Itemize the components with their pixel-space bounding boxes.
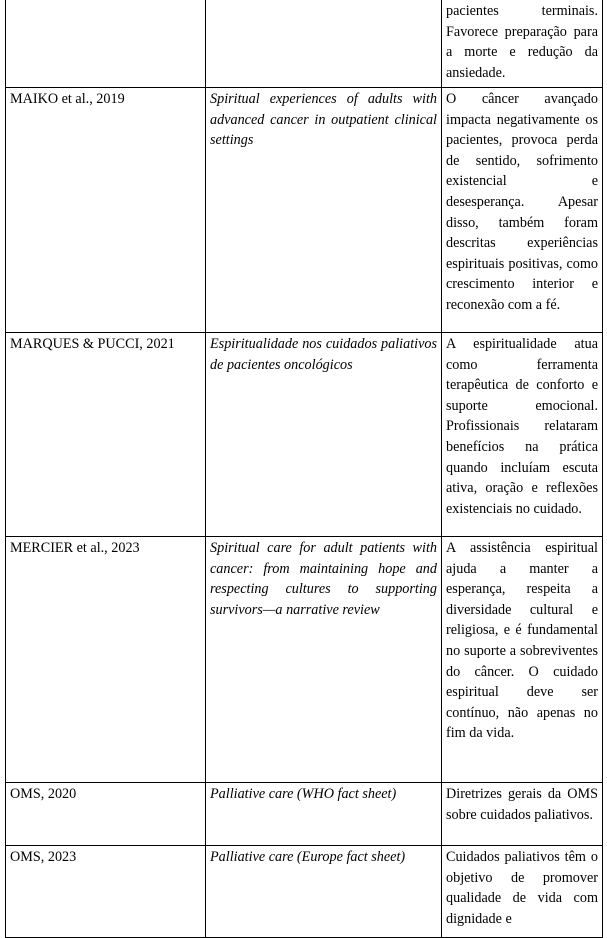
- author-cell: OMS, 2020: [6, 783, 206, 846]
- result-cell: O câncer avançado impacta negativamente os pacientes, provoca perda de sentido, sofrimento existencial e desesperança. Apesar disso, também foram descritas experiências espirituais positivas, como crescimento interior e reconexão com a fé.: [442, 88, 603, 333]
- title-cell: Spiritual experiences of adults with advanced cancer in outpatient clinical settings: [206, 88, 442, 333]
- table-row: [6, 783, 603, 846]
- result-cell: Cuidados paliativos têm o objetivo de promover qualidade de vida com dignidade e: [442, 846, 603, 938]
- table-row: [6, 537, 603, 783]
- author-cell: OMS, 2023: [6, 846, 206, 938]
- title-cell: Palliative care (Europe fact sheet): [206, 846, 442, 938]
- author-cell: [6, 0, 206, 88]
- author-cell: MARQUES & PUCCI, 2021: [6, 333, 206, 537]
- table-row: [6, 88, 603, 333]
- title-cell: Spiritual care for adult patients with cancer: from maintaining hope and respecting cultures to supporting survivors—a narrative review: [206, 537, 442, 783]
- references-table: [5, 0, 603, 938]
- result-cell: A assistência espiritual ajuda a manter a esperança, respeita a diversidade cultural e religiosa, e é fundamental no suporte a sobreviventes do câncer. O cuidado espiritual deve ser contínuo, não apenas no fim da vida.: [442, 537, 603, 783]
- table-row: [6, 0, 603, 88]
- author-cell: MAIKO et al., 2019: [6, 88, 206, 333]
- table-row: [6, 846, 603, 938]
- title-cell: [206, 0, 442, 88]
- title-cell: Espiritualidade nos cuidados paliativos de pacientes oncológicos: [206, 333, 442, 537]
- result-cell: pacientes terminais. Favorece preparação para a morte e redução da ansiedade.: [442, 0, 603, 88]
- table-row: [6, 333, 603, 537]
- title-cell: Palliative care (WHO fact sheet): [206, 783, 442, 846]
- result-cell: Diretrizes gerais da OMS sobre cuidados paliativos.: [442, 783, 603, 846]
- result-cell: A espiritualidade atua como ferramenta terapêutica de conforto e suporte emocional. Profissionais relataram benefícios na prática quando incluíam escuta ativa, oração e reflexões existenciais no cuidado.: [442, 333, 603, 537]
- author-cell: MERCIER et al., 2023: [6, 537, 206, 783]
